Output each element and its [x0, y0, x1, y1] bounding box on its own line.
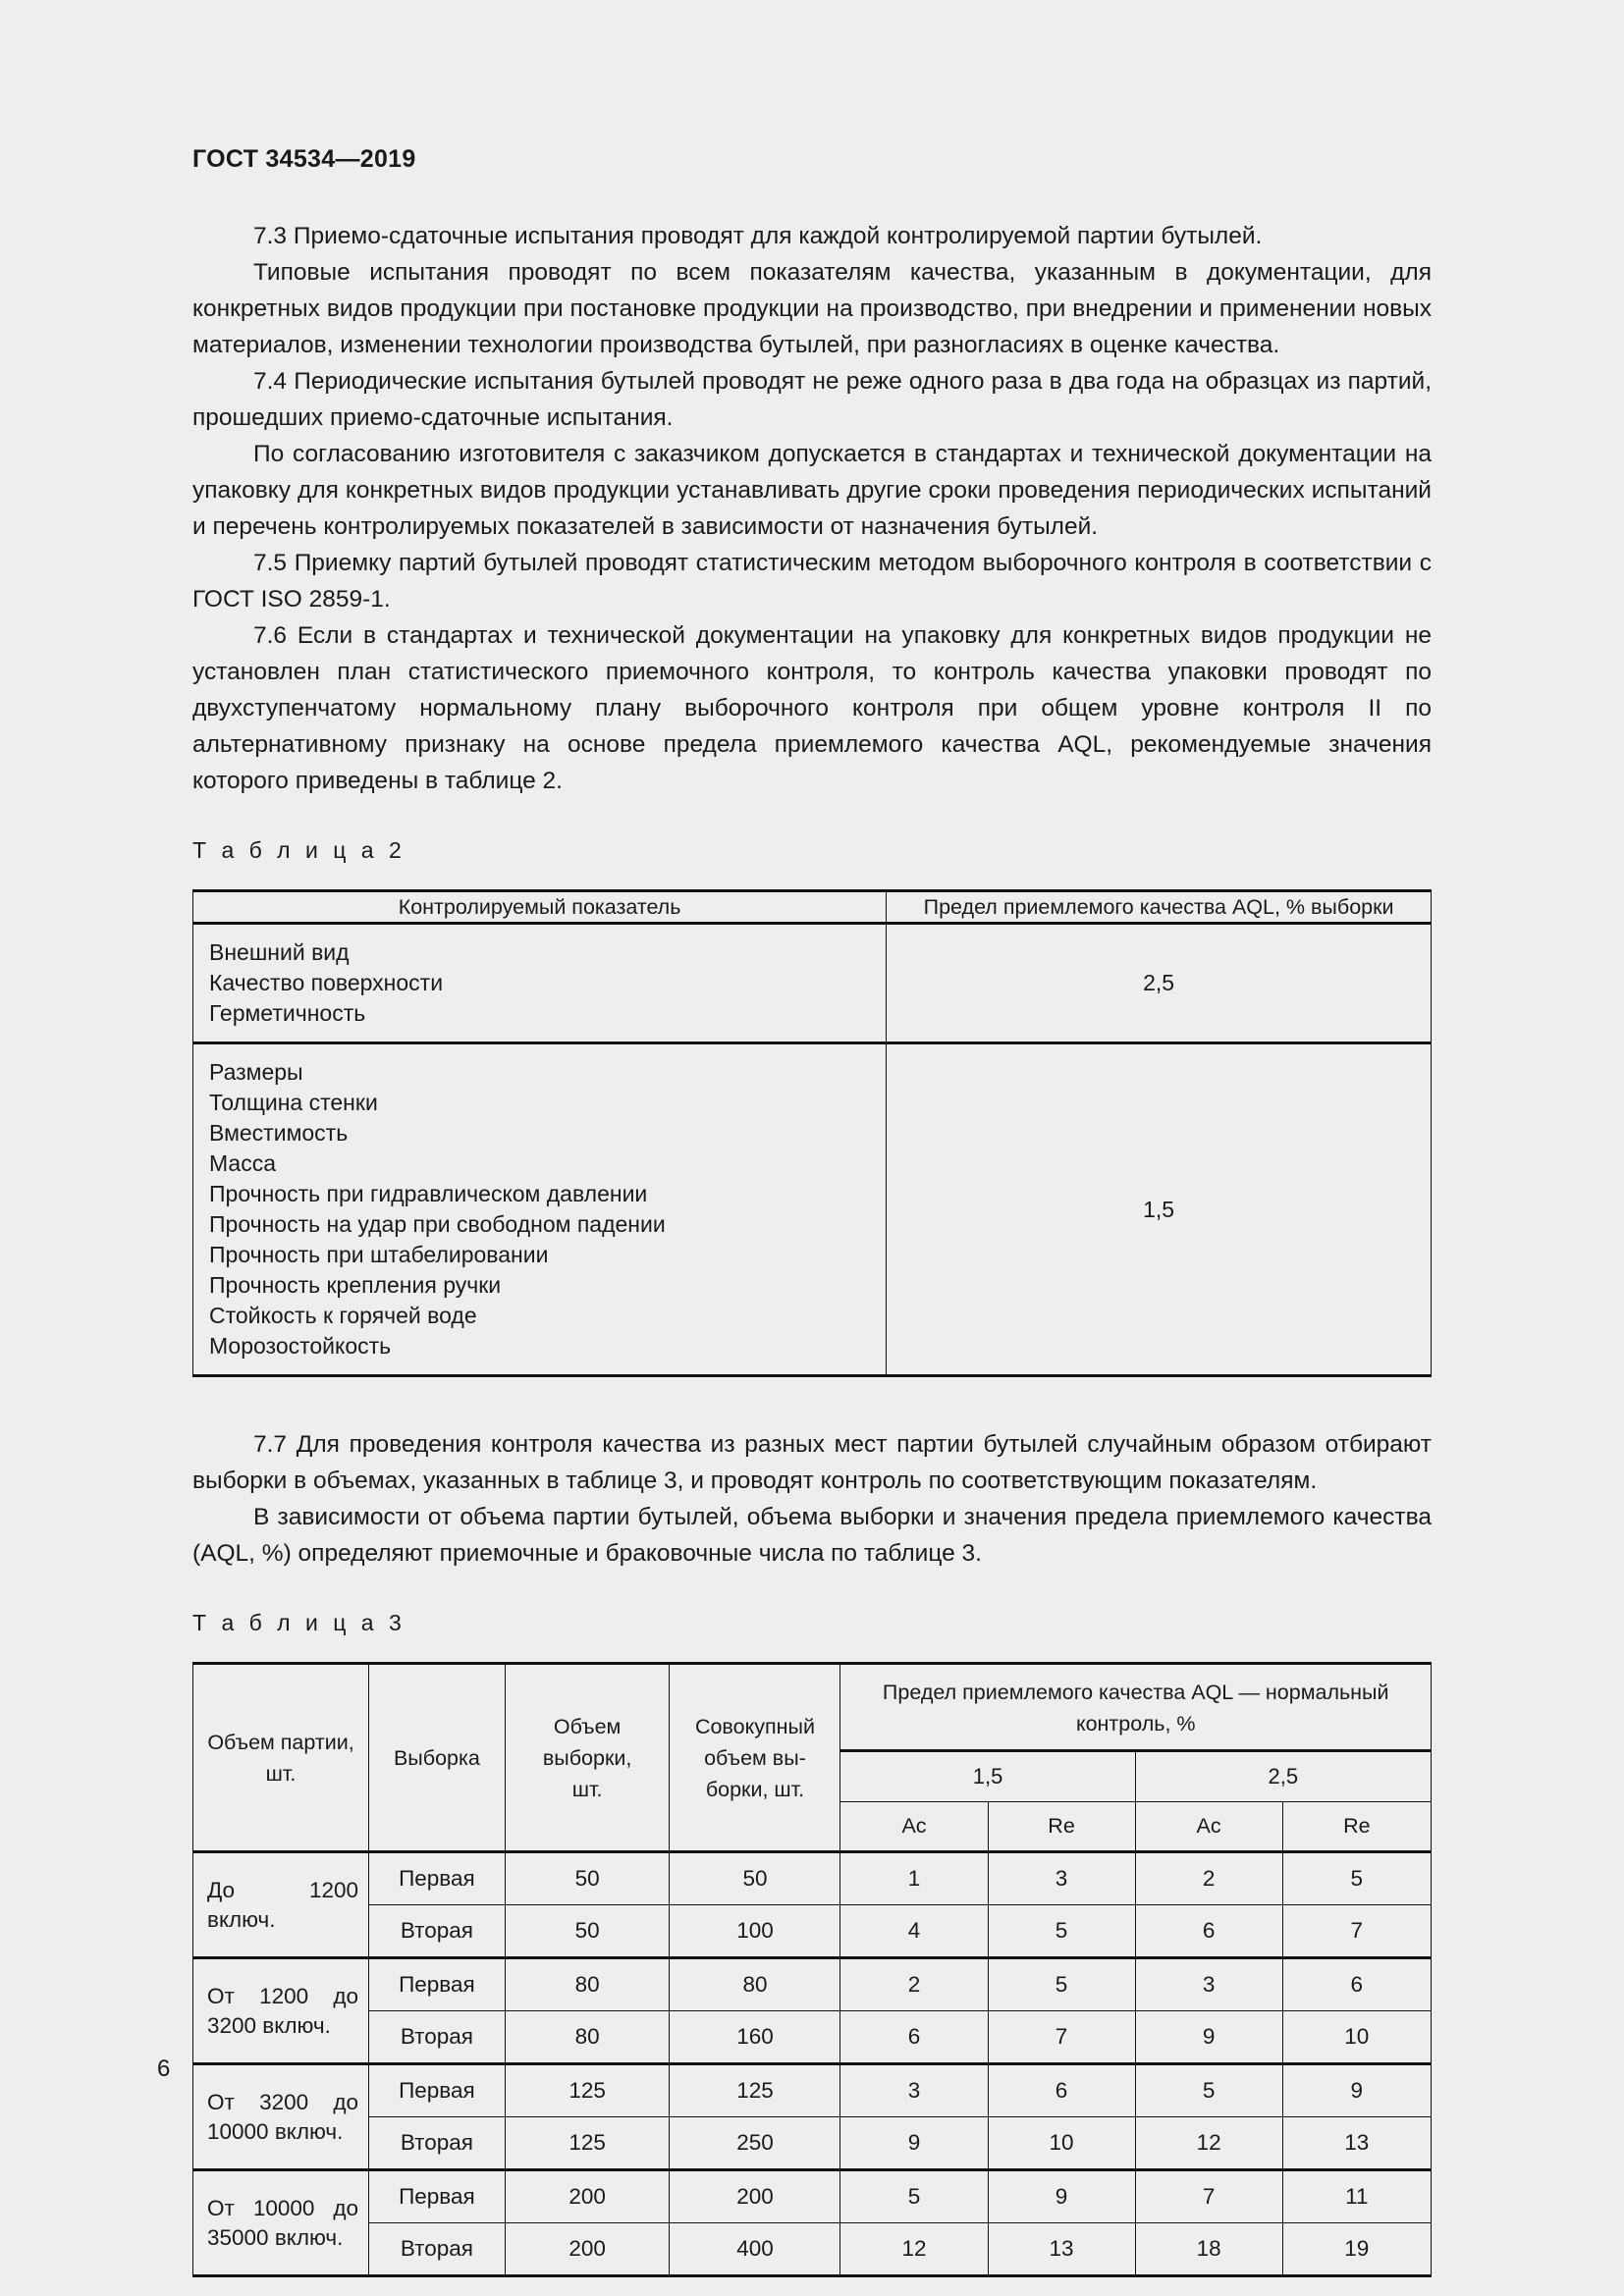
paragraph-7-7: 7.7 Для проведения контроля качества из разных мест партии бутылей случайным образом отбирают выборки в объемах, указанных в таблице 3, и проводят контроль по соответствующим показателям. — [192, 1431, 1432, 1494]
table-3-col-header-sample-size — [505, 1664, 670, 1852]
table-3-ac25-cell: 2 — [1135, 1852, 1282, 1905]
table-3-re25-cell: 19 — [1282, 2223, 1431, 2276]
table-3-size-cell: 200 — [505, 2170, 670, 2223]
table-row — [193, 1852, 1432, 1905]
table-2-aql-value: 2,5 — [887, 924, 1432, 1043]
table-2-col-header-aql: Предел приемлемого качества AQL, % выборки — [887, 891, 1432, 924]
aql-group-line-1: Предел приемлемого качества AQL — нормальный — [882, 1681, 1389, 1704]
table-3-re25-cell: 5 — [1282, 1852, 1431, 1905]
table-3-re15-cell: 6 — [988, 2064, 1135, 2117]
table-3-ac25-cell: 7 — [1135, 2170, 1282, 2223]
parameter-item: Внешний вид — [209, 939, 350, 965]
table-3-re15-cell: 10 — [988, 2117, 1135, 2170]
table-3-re25-cell: 10 — [1282, 2011, 1431, 2064]
paragraph-7-4: 7.4 Периодические испытания бутылей проводят не реже одного раза в два года на образцах из партий, прошедших приемо-сдаточные испытания. — [192, 368, 1432, 431]
table-3-ac25-cell: 3 — [1135, 1958, 1282, 2011]
table-3-ac25-cell: 5 — [1135, 2064, 1282, 2117]
table-3-col-header-ac-2-5: Ac — [1135, 1802, 1282, 1852]
table-3-cumulative-cell: 250 — [670, 2117, 840, 2170]
table-3-ac15-cell: 6 — [840, 2011, 988, 2064]
table-3-sample-cell: Первая — [369, 2170, 506, 2223]
table-3-ac15-cell: 9 — [840, 2117, 988, 2170]
table-3-lot-cell: До 1200 включ. — [193, 1852, 369, 1958]
table-2-header-row — [193, 891, 1432, 924]
parameter-item: Герметичность — [209, 1000, 366, 1026]
table-3-header-row-1 — [193, 1664, 1432, 1751]
table-row — [193, 1905, 1432, 1958]
table-3-col-header-aql-2-5: 2,5 — [1135, 1751, 1431, 1802]
lot-header-line-1: Объем партии, — [207, 1730, 354, 1754]
table-3-sample-cell: Вторая — [369, 1905, 506, 1958]
table-3-re25-cell: 7 — [1282, 1905, 1431, 1958]
table-3-sample-cell: Первая — [369, 2064, 506, 2117]
table-3-re15-cell: 5 — [988, 1905, 1135, 1958]
table-3-cumulative-cell: 160 — [670, 2011, 840, 2064]
parameter-item: Морозостойкость — [209, 1333, 392, 1359]
paragraph-7-5: 7.5 Приемку партий бутылей проводят статистическим методом выборочного контроля в соответствии с ГОСТ ISO 2859-1. — [192, 550, 1432, 613]
table-3-size-cell: 80 — [505, 1958, 670, 2011]
table-3-sample-cell: Вторая — [369, 2117, 506, 2170]
table-3-col-header-sample: Выборка — [369, 1664, 506, 1852]
table-2-col-header-parameter: Контролируемый показатель — [193, 891, 887, 924]
table-3-col-header-re-1-5: Re — [988, 1802, 1135, 1852]
table-3-sample-cell: Первая — [369, 1958, 506, 2011]
table-3-size-cell: 125 — [505, 2117, 670, 2170]
table-3-cumulative-cell: 80 — [670, 1958, 840, 2011]
table-3-cumulative-cell: 100 — [670, 1905, 840, 1958]
paragraph-depends: В зависимости от объема партии бутылей, объема выборки и значения предела приемлемого качества (AQL, %) определяют приемочные и браковочные числа по таблице 3. — [192, 1504, 1432, 1567]
table-3-lot-cell: От 3200 до 10000 включ. — [193, 2064, 369, 2170]
table-3-sample-cell: Вторая — [369, 2223, 506, 2276]
table-row — [193, 2064, 1432, 2117]
table-3-col-header-cumulative — [670, 1664, 840, 1852]
parameter-item: Стойкость к горячей воде — [209, 1303, 477, 1328]
table-3-re15-cell: 13 — [988, 2223, 1135, 2276]
parameter-item: Качество поверхности — [209, 970, 444, 995]
parameter-item: Размеры — [209, 1059, 303, 1085]
paragraph-agreement: По согласованию изготовителя с заказчиком допускается в стандартах и технической документации на упаковку для конкретных видов продукции устанавливать другие сроки проведения периодических испытаний и перечень контролируемых показателей в зависимости от назначения бутылей. — [192, 441, 1432, 540]
aql-group-line-2: контроль, % — [1075, 1712, 1196, 1735]
table-3-col-header-lot — [193, 1664, 369, 1852]
cumulative-line-1: Совокупный — [694, 1714, 815, 1738]
table-2 — [192, 889, 1432, 1377]
table-3-re15-cell: 5 — [988, 1958, 1135, 2011]
page-number: 6 — [157, 2056, 171, 2082]
running-header: ГОСТ 34534—2019 — [192, 145, 416, 173]
table-3-size-cell: 125 — [505, 2064, 670, 2117]
table-3-lot-cell: От 1200 до 3200 включ. — [193, 1958, 369, 2064]
table-3-re15-cell: 7 — [988, 2011, 1135, 2064]
table-3-ac15-cell: 4 — [840, 1905, 988, 1958]
table-3-cumulative-cell: 50 — [670, 1852, 840, 1905]
table-3-ac15-cell: 12 — [840, 2223, 988, 2276]
table-3-re25-cell: 11 — [1282, 2170, 1431, 2223]
table-row — [193, 2011, 1432, 2064]
table-3-lot-cell: От 10000 до 35000 включ. — [193, 2170, 369, 2276]
table-3-size-cell: 200 — [505, 2223, 670, 2276]
table-row — [193, 2117, 1432, 2170]
table-3-size-cell: 80 — [505, 2011, 670, 2064]
table-3-ac15-cell: 2 — [840, 1958, 988, 2011]
parameter-item: Толщина стенки — [209, 1090, 378, 1115]
sample-size-line-3: шт. — [571, 1777, 603, 1801]
table-2-aql-value: 1,5 — [887, 1043, 1432, 1376]
parameter-item: Вместимость — [209, 1120, 349, 1146]
parameter-item: Прочность на удар при свободном падении — [209, 1211, 666, 1237]
table-3-col-header-re-2-5: Re — [1282, 1802, 1431, 1852]
parameter-item: Прочность крепления ручки — [209, 1272, 502, 1298]
table-3-re15-cell: 9 — [988, 2170, 1135, 2223]
table-3-cumulative-cell: 200 — [670, 2170, 840, 2223]
parameter-item: Прочность при штабелировании — [209, 1242, 549, 1267]
cumulative-line-2: объем вы- — [704, 1745, 806, 1770]
table-3-sample-cell: Вторая — [369, 2011, 506, 2064]
table-3-ac25-cell: 6 — [1135, 1905, 1282, 1958]
parameter-item: Масса — [209, 1150, 277, 1176]
table-3-size-cell: 50 — [505, 1852, 670, 1905]
table-3-caption: Т а б л и ц а 3 — [192, 1610, 406, 1635]
table-2-parameters-group-1 — [193, 924, 887, 1043]
table-3-re25-cell: 6 — [1282, 1958, 1431, 2011]
table-3-ac15-cell: 5 — [840, 2170, 988, 2223]
table-3-cumulative-cell: 125 — [670, 2064, 840, 2117]
table-row — [193, 2170, 1432, 2223]
table-2-parameters-group-2 — [193, 1043, 887, 1376]
table-3-ac25-cell: 18 — [1135, 2223, 1282, 2276]
table-row — [193, 1043, 1432, 1376]
page-content — [192, 218, 1432, 2277]
table-3-col-header-aql-group — [840, 1664, 1432, 1751]
table-3-re25-cell: 13 — [1282, 2117, 1431, 2170]
table-3-col-header-aql-1-5: 1,5 — [840, 1751, 1135, 1802]
cumulative-line-3: борки, шт. — [705, 1777, 805, 1801]
table-3-re25-cell: 9 — [1282, 2064, 1431, 2117]
paragraph-7-3: 7.3 Приемо-сдаточные испытания проводят для каждой контролируемой партии бутылей. — [253, 223, 1263, 249]
table-3-re15-cell: 3 — [988, 1852, 1135, 1905]
sample-size-line-2: выборки, — [542, 1745, 632, 1770]
table-3-ac25-cell: 12 — [1135, 2117, 1282, 2170]
table-3-ac25-cell: 9 — [1135, 2011, 1282, 2064]
lot-header-line-2: шт. — [265, 1761, 297, 1786]
paragraph-7-6: 7.6 Если в стандартах и технической документации на упаковку для конкретных видов продукции не установлен план статистического приемочного контроля, то контроль качества упаковки проводят по двухступенчатому нормальному плану выборочного контроля при общем уровне контроля II по альтернативному признаку на основе предела приемлемого качества AQL, рекомендуемые значения которого приведены в таблице 2. — [192, 622, 1432, 794]
sample-size-line-1: Объем — [553, 1714, 622, 1738]
table-3-sample-cell: Первая — [369, 1852, 506, 1905]
table-row — [193, 2223, 1432, 2276]
table-3 — [192, 1662, 1432, 2277]
table-3-cumulative-cell: 400 — [670, 2223, 840, 2276]
paragraph-typical-tests: Типовые испытания проводят по всем показателям качества, указанным в документации, для конкретных видов продукции при постановке продукции на производство, при внедрении и применении новых материалов, изменении технологии производства бутылей, при разногласиях в оценке качества. — [192, 259, 1432, 358]
table-3-ac15-cell: 3 — [840, 2064, 988, 2117]
table-2-caption: Т а б л и ц а 2 — [192, 837, 406, 863]
parameter-item: Прочность при гидравлическом давлении — [209, 1181, 648, 1206]
table-3-ac15-cell: 1 — [840, 1852, 988, 1905]
table-row — [193, 924, 1432, 1043]
table-3-size-cell: 50 — [505, 1905, 670, 1958]
table-3-col-header-ac-1-5: Ac — [840, 1802, 988, 1852]
table-row — [193, 1958, 1432, 2011]
